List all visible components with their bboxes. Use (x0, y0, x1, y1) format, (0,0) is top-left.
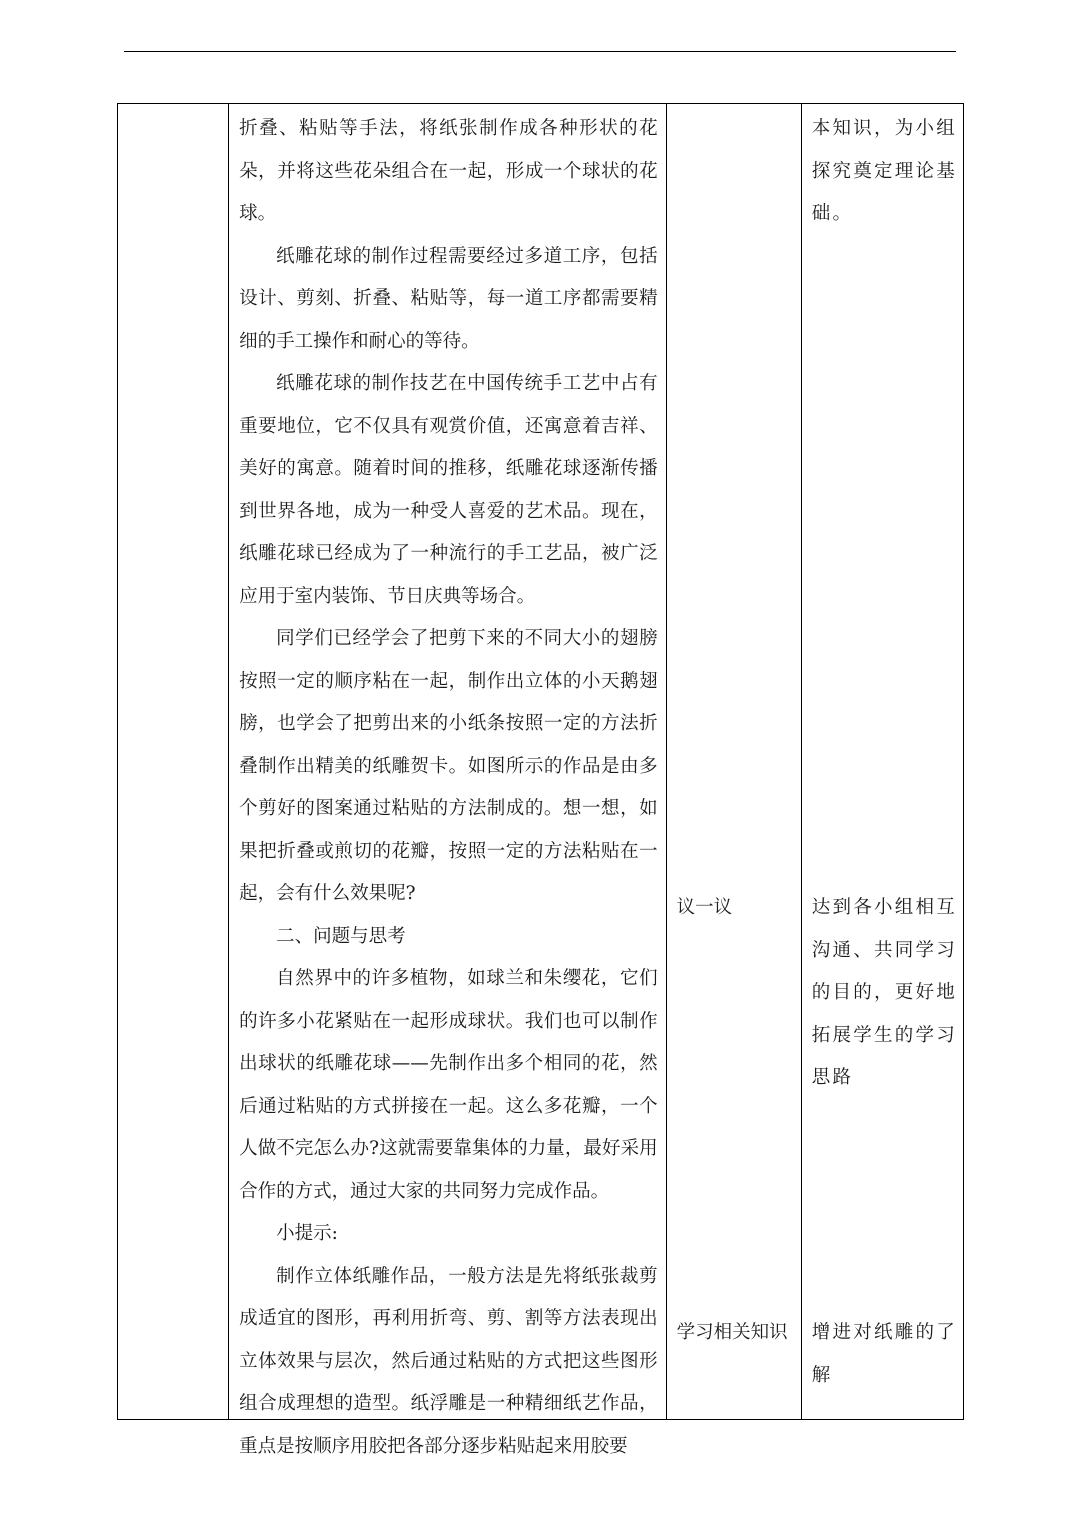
content-text (239, 108, 658, 1468)
stage-cell (118, 104, 229, 1420)
header-rule (124, 51, 956, 52)
section-heading: 二、问题与思考 (276, 925, 406, 947)
lesson-plan-table (117, 103, 964, 1457)
paragraph: 自然界中的许多植物，如球兰和朱缨花，它们的许多小花紧贴在一起形成球状。我们也可以制作出球状的纸雕花球——先制作出多个相同的花，然后通过粘贴的方式拼接在一起。这么多花瓣，一个人做不完怎么办?这就需要靠集体的力量，最好采用合作的方式，通过大家的共同努力完成作品。 (239, 968, 658, 1202)
intent-text: 达到各小组相互沟通、共同学习的目的，更好地拓展学生的学习思路 (811, 897, 957, 1088)
paragraph: 纸雕花球的制作过程需要经过多道工序，包括设计、剪刻、折叠、粘贴等，每一道工序都需要精细的手工操作和耐心的等待。 (239, 245, 658, 352)
activity-learn: 学习相关知识 (676, 1322, 788, 1343)
content-cell (229, 104, 667, 1457)
intent-text: 增进对纸雕的了解 (811, 1322, 957, 1386)
activity-cell (666, 104, 801, 1420)
intent-text: 本知识，为小组探究奠定理论基础。 (811, 118, 957, 224)
paragraph: 同学们已经学会了把剪下来的不同大小的翅膀按照一定的顺序粘在一起，制作出立体的小天鹅翅膀，也学会了把剪出来的小纸条按照一定的方法折叠制作出精美的纸雕贺卡。如图所示的作品是由多个剪好的图案通过粘贴的方法制成的。想一想，如果把折叠或煎切的花瓣，按照一定的方法粘贴在一起，会有什么效果呢? (239, 628, 658, 904)
paragraph: 制作立体纸雕作品，一般方法是先将纸张裁剪成适宜的图形，再利用折弯、剪、割等方法表现出立体效果与层次，然后通过粘贴的方式把这些图形组合成理想的造型。纸浮雕是一种精细纸艺作品，重点是按顺序用胶把各部分逐步粘贴起来用胶要 (239, 1265, 658, 1457)
paragraph: 折叠、粘贴等手法，将纸张制作成各种形状的花朵，并将这些花朵组合在一起，形成一个球状的花球。 (239, 118, 658, 224)
paragraph: 纸雕花球的制作技艺在中国传统手工艺中占有重要地位，它不仅具有观赏价值，还寓意着吉祥、美好的寓意。随着时间的推移，纸雕花球逐渐传播到世界各地，成为一种受人喜爱的艺术品。现在，纸雕花球已经成为了一种流行的手工艺品，被广泛应用于室内装饰、节日庆典等场合。 (239, 373, 658, 607)
table-row (118, 104, 964, 1420)
tip-heading: 小提示: (276, 1223, 338, 1244)
activity-discuss: 议一议 (676, 897, 733, 918)
intent-cell (801, 104, 963, 1420)
